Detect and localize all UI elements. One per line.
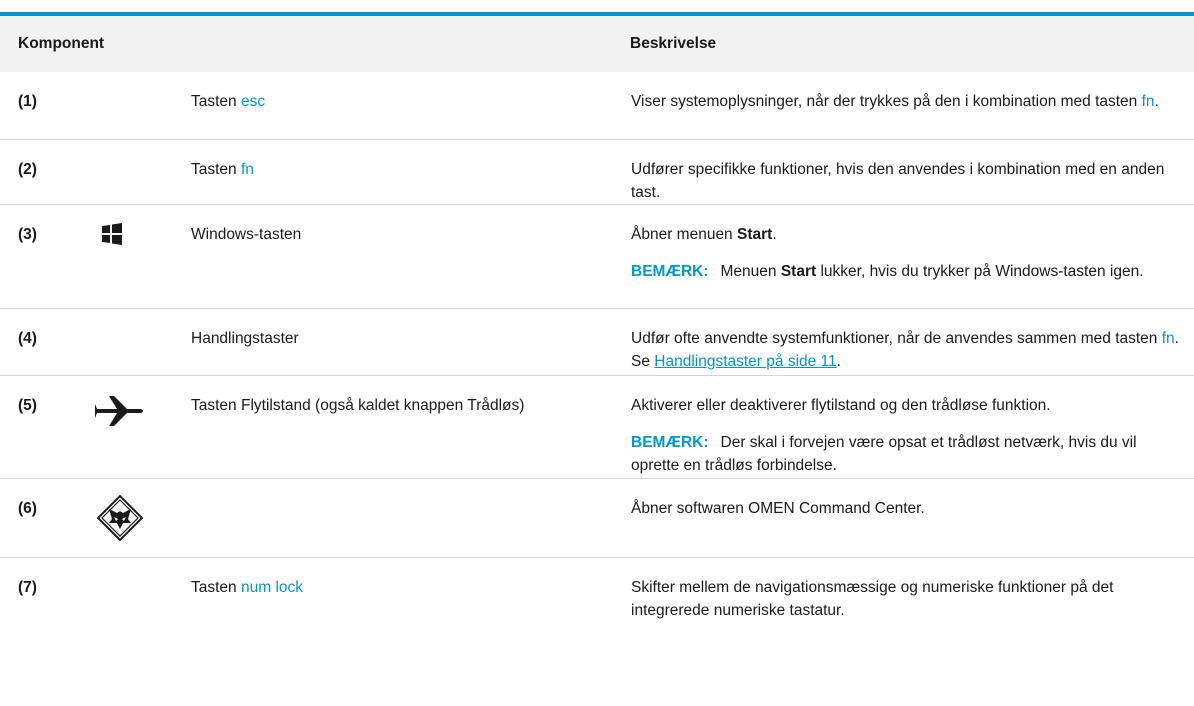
start-menu-label: Start: [737, 225, 773, 243]
header-description: Beskrivelse: [630, 35, 717, 52]
row-icon-cell: [80, 478, 190, 557]
row-icon-cell: [80, 375, 190, 478]
desc-text: . Se: [631, 329, 1179, 370]
note-text: Menuen: [720, 262, 781, 280]
row-number: (4): [18, 329, 37, 347]
row-name: [190, 139, 630, 204]
fn-key-link[interactable]: fn: [1161, 329, 1175, 347]
row-number: (3): [18, 225, 37, 243]
desc-paragraph: [631, 223, 1182, 246]
note-label: BEMÆRK:: [631, 433, 709, 451]
row-name: [190, 557, 630, 629]
row-number: (5): [18, 396, 37, 414]
row-name: Handlingstaster: [191, 329, 299, 347]
row-icon-cell: [80, 72, 190, 139]
action-keys-page-link[interactable]: Handlingstaster på side 11: [654, 352, 837, 370]
row-description: Åbner softwaren OMEN Command Center.: [631, 499, 925, 517]
desc-text: Åbner menuen: [631, 225, 737, 243]
name-prefix: Tasten: [191, 578, 241, 596]
row-description: Skifter mellem de navigationsmæssige og numeriske funktioner på det integrerede numeriske tastatur.: [631, 578, 1114, 619]
row-number: (1): [18, 93, 37, 110]
header-component: Komponent: [18, 35, 105, 52]
row-icon-cell: [80, 557, 190, 629]
fn-key-link[interactable]: fn: [240, 160, 254, 178]
row-number: (2): [18, 160, 37, 178]
start-menu-label: Start: [780, 262, 817, 280]
table-row: [0, 308, 1194, 375]
windows-icon: [101, 223, 123, 245]
note-text: lukker, hvis du trykker på Windows-tasten igen.: [816, 262, 1144, 280]
row-name: [190, 478, 630, 557]
row-description: [630, 72, 1194, 139]
omen-logo-icon: [97, 495, 143, 541]
desc-text: .: [836, 352, 841, 370]
desc-text: .: [1154, 93, 1159, 110]
desc-text: .: [772, 225, 777, 243]
row-icon-cell: [80, 204, 190, 308]
table-row: [0, 375, 1194, 478]
note-text: Der skal i forvejen være opsat et trådløst netværk, hvis du vil oprette en trådløs forbindelse.: [631, 433, 1137, 474]
desc-text: Udfør ofte anvendte systemfunktioner, når de anvendes sammen med tasten: [631, 329, 1162, 347]
row-number: (6): [18, 499, 37, 517]
note-label: BEMÆRK:: [631, 262, 709, 280]
table-header-row: [0, 16, 1194, 72]
table-row: [0, 72, 1194, 139]
desc-text: Viser systemoplysninger, når der trykkes på den i kombination med tasten: [631, 93, 1142, 110]
name-prefix: Tasten: [191, 93, 241, 110]
table-row: [0, 139, 1194, 204]
table-row: [0, 204, 1194, 308]
table-row: [0, 478, 1194, 557]
row-description: [630, 204, 1194, 308]
note-paragraph: [631, 260, 1182, 283]
num-lock-key-link[interactable]: num lock: [240, 578, 304, 596]
fn-key-link[interactable]: fn: [1141, 93, 1155, 110]
row-description: [630, 308, 1194, 375]
note-paragraph: [631, 431, 1182, 477]
row-icon-cell: [80, 308, 190, 375]
row-description: Udfører specifikke funktioner, hvis den anvendes i kombination med en anden tast.: [631, 160, 1165, 201]
name-prefix: Tasten: [191, 160, 241, 178]
row-name: Tasten Flytilstand (også kaldet knappen Trådløs): [191, 396, 525, 414]
keys-table: [0, 16, 1194, 629]
esc-key-link[interactable]: esc: [240, 93, 266, 110]
row-description: [630, 375, 1194, 478]
table-row: [0, 557, 1194, 629]
desc-paragraph: Aktiverer eller deaktiverer flytilstand og den trådløse funktion.: [631, 396, 1051, 414]
row-number: (7): [18, 578, 37, 596]
row-name: [190, 72, 630, 139]
row-name: Windows-tasten: [191, 225, 302, 243]
airplane-icon: [95, 396, 145, 426]
row-icon-cell: [80, 139, 190, 204]
